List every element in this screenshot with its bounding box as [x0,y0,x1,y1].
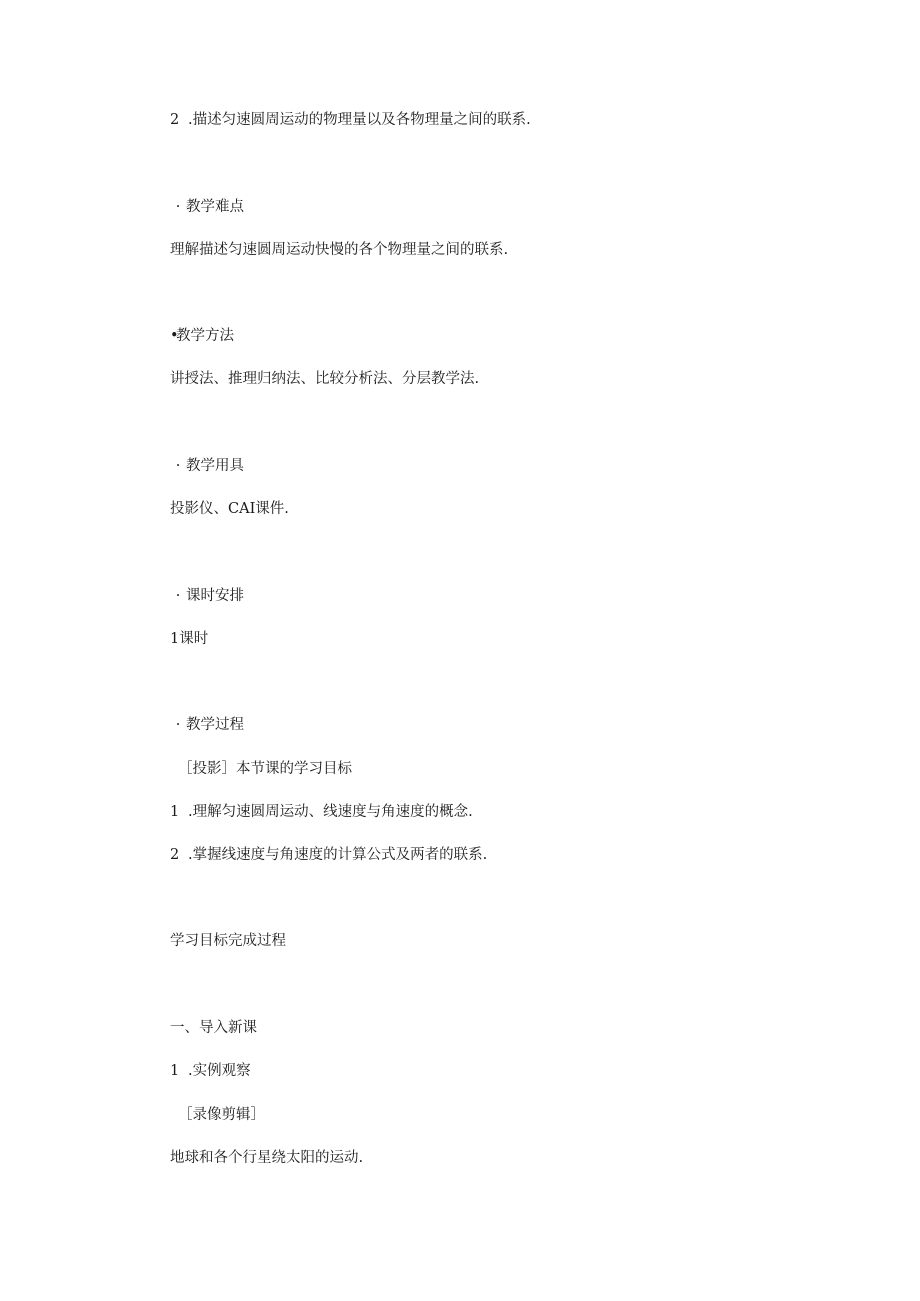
tools-paragraph: 投影仪、CAI课件. [170,501,289,517]
section-heading-process [170,716,244,734]
new-lesson-heading: 一、导入新课 [170,1020,257,1036]
heading-text: 教学用具 [186,458,244,474]
heading-text: 教学过程 [186,717,244,733]
objective-2 [170,846,487,864]
observation-item [170,1062,251,1080]
heading-text: 课时安排 [186,588,244,604]
list-number: 1 [170,1063,180,1079]
projection-line: ［投影］本节课的学习目标 [178,761,352,777]
list-number: 2 [170,112,180,128]
section-heading-tools [170,457,244,475]
bullet: · [175,199,181,215]
section-heading-method [170,327,234,345]
list-text: .理解匀速圆周运动、线速度与角速度的概念. [188,804,473,820]
list-text: .实例观察 [188,1063,251,1079]
completion-heading: 学习目标完成过程 [170,933,286,949]
heading-text: 教学难点 [186,199,244,215]
video-label: ［录像剪辑］ [178,1107,265,1123]
heading-text: 教学方法 [176,328,234,344]
objective-1 [170,803,473,821]
section-heading-schedule [170,587,244,605]
bullet: · [175,458,181,474]
difficulty-paragraph: 理解描述匀速圆周运动快慢的各个物理量之间的联系. [170,242,509,258]
schedule-paragraph: 1课时 [170,631,209,647]
list-number: 1 [170,804,180,820]
list-text: .掌握线速度与角速度的计算公式及两者的联系. [188,847,488,863]
list-text: .描述匀速圆周运动的物理量以及各物理量之间的联系. [188,112,531,128]
video-paragraph: 地球和各个行星绕太阳的运动. [170,1150,364,1166]
section-heading-difficulty [170,198,244,216]
method-paragraph: 讲授法、推理归纳法、比较分析法、分层教学法. [170,371,480,387]
bullet: · [175,717,181,733]
teaching-goal-2 [170,111,531,129]
list-number: 2 [170,847,180,863]
bullet: • [170,328,179,344]
bullet: · [175,588,181,604]
